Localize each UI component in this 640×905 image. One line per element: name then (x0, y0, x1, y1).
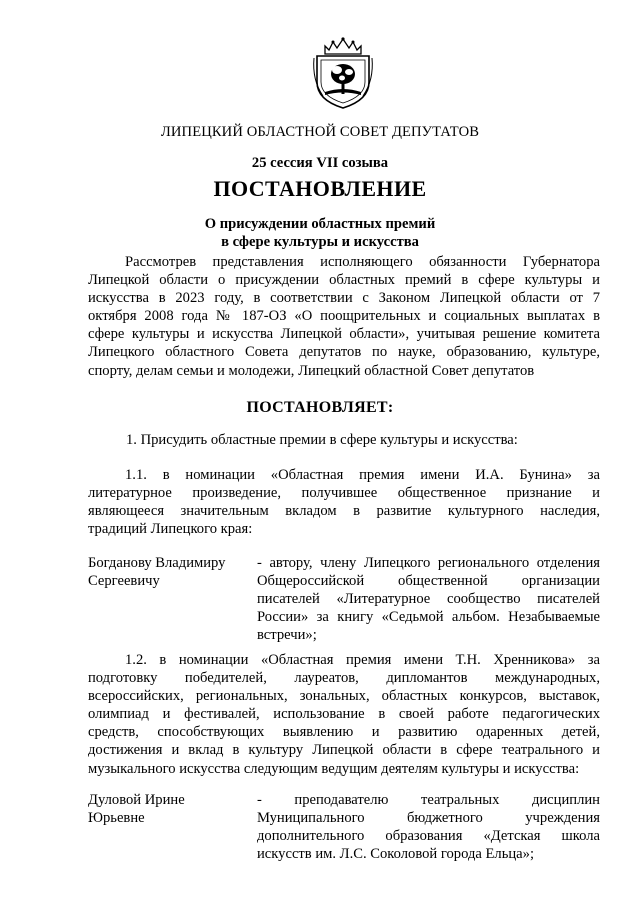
award-entry-1 (88, 554, 600, 646)
item-1-1-line: традиций Липецкого края: (88, 521, 253, 538)
preamble-line: спорту, делам семьи и молодежи, Липецкий областной Совет депутатов (88, 362, 535, 379)
document-type: ПОСТАНОВЛЕНИЕ (213, 176, 427, 201)
awardee-description-line: дополнительного образования «Детская школа (257, 828, 600, 845)
preamble-line: Липецкого областного Совета депутатов по науке, образованию, культуре, (88, 344, 600, 361)
item-1-2-line: олимпиад и фестивалей, использование в своей работе педагогических (88, 706, 600, 723)
awardee-name-line: Дуловой Ирине (88, 792, 185, 808)
item-1-2-line: достижения и вклад в культуру Липецкой области в сфере театрального и (88, 742, 600, 759)
subject-line: О присуждении областных премий (204, 216, 436, 232)
item-1-2-paragraph (88, 651, 600, 778)
awardee-description (257, 554, 600, 644)
item-1-1-line: 1.1. в номинации «Областная премия имени И.А. Бунина» за (125, 467, 600, 483)
item-1-1-line: являющееся значительным вкладом в развитие культурного наследия, (88, 503, 600, 520)
document-subject (0, 215, 640, 251)
awardee-description-line: Общероссийской общественной организации (257, 573, 600, 590)
item-1-1-line: литературное произведение, получившее общественное признание и (88, 485, 600, 502)
decree-heading: ПОСТАНОВЛЯЕТ: (246, 399, 394, 416)
item-1-1-paragraph (88, 466, 600, 538)
preamble-line: Рассмотрев представления исполняющего обязанности Губернатора (125, 254, 600, 270)
awardee-description-line: России» за книгу «Седьмой альбом. Незабываемые (257, 609, 600, 626)
awardee-description-line: искусств им. Л.С. Соколовой города Ельца»; (257, 846, 535, 863)
item-1: 1. Присудить областные премии в сфере культуры и искусства: (126, 432, 518, 448)
coat-of-arms-emblem (311, 36, 375, 110)
awardee-name-line: Сергеевичу (88, 573, 160, 590)
item-1-2-line: музыкального искусства следующим ведущим деятелям культуры и искусства: (88, 760, 580, 777)
awardee-name (88, 791, 248, 827)
preamble-paragraph (88, 253, 600, 380)
subject-line: в сфере культуры и искусства (221, 234, 419, 250)
preamble-line: сфере культуры и искусства Липецкой области», учитывая решение комитета (88, 326, 600, 343)
session-number: 25 сессия VII созыва (251, 155, 389, 171)
preamble-line: октября 2008 года № 187-ОЗ «О поощрительных и социальных выплатах в (88, 308, 600, 325)
awardee-name-line: Юрьевне (88, 810, 145, 827)
awardee-description-line: встречи»; (257, 627, 317, 644)
awardee-description-line: Муниципального бюджетного учреждения (257, 810, 600, 827)
preamble-line: искусства в 2023 году, в соответствии с Законом Липецкой области от 7 (88, 290, 600, 307)
awardee-description-line: - преподавателю театральных дисциплин (257, 792, 600, 808)
preamble-line: Липецкой области о присуждении областных премий в сфере культуры и (88, 272, 600, 289)
item-1-2-line: всероссийских, региональных, зональных, областных конкурсов, выставок, (88, 688, 600, 705)
awardee-description-line: писателей «Литературное сообщество писателей (257, 591, 600, 608)
council-name: ЛИПЕЦКИЙ ОБЛАСТНОЙ СОВЕТ ДЕПУТАТОВ (160, 124, 480, 140)
awardee-name-line: Богданову Владимиру (88, 555, 226, 571)
item-1-2-line: средств, способствующих выявлению и развитию одаренных детей, (88, 724, 600, 741)
awardee-description (257, 791, 600, 863)
item-1-2-line: 1.2. в номинации «Областная премия имени Т.Н. Хренникова» за (125, 652, 600, 668)
awardee-name (88, 554, 248, 590)
item-1-2-line: подготовку победителей, лауреатов, дипломантов международных, (88, 670, 600, 687)
award-entry-2 (88, 791, 600, 865)
awardee-description-line: - автору, члену Липецкого регионального отделения (257, 555, 600, 571)
